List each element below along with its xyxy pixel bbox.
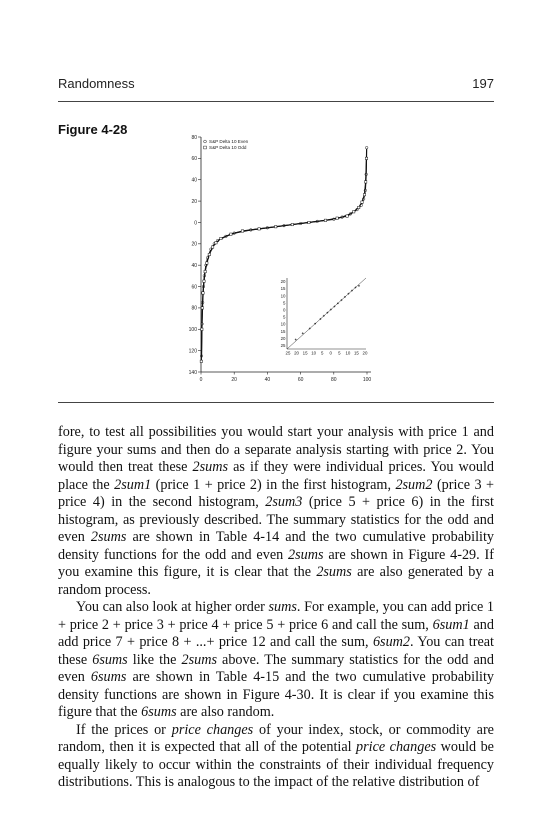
text-run: (price 3 + price 4) in the second histogram, — [58, 476, 494, 510]
text-run: would be equally likely to occur within the constraints of their individual frequency distributions. This is analogous to the impact of the relative distribution of — [58, 739, 494, 790]
y-tick-label: 0 — [194, 220, 197, 227]
italic-term: 2sums — [192, 459, 229, 475]
inset-y-tick-label: 10 — [280, 321, 286, 327]
inset-x-tick-label: 10 — [345, 350, 351, 356]
text-run: . You can treat these — [58, 634, 494, 668]
inset-x-tick-label: 15 — [302, 350, 308, 356]
text-run: fore, to test all possibilities you would start your analysis with price 1 and figure your sums and then do a separate analysis starting with price 2. You would then treat these — [58, 424, 494, 475]
data-point-odd — [275, 226, 277, 228]
data-point-odd — [363, 193, 365, 195]
italic-term: 2sums — [181, 651, 217, 668]
text-run: are also generated by a random process. — [58, 564, 494, 598]
data-point-odd — [358, 206, 360, 208]
data-point-odd — [202, 292, 204, 294]
x-tick-label: 80 — [331, 377, 337, 383]
data-point-even — [365, 146, 368, 149]
y-tick-label: 60 — [191, 284, 197, 291]
text-run: like the — [127, 651, 182, 668]
text-run: If the prices or — [76, 721, 172, 738]
inset-reference-line — [287, 278, 366, 349]
x-tick-label: 100 — [362, 377, 372, 383]
data-point-odd — [361, 201, 363, 203]
text-run: are shown in Figure 4-29. If you examine this figure, it is clear that the — [58, 546, 494, 580]
legend-label: S&P Delta 10 Even — [209, 139, 249, 144]
text-run: You can also look at higher order — [76, 599, 269, 615]
inset-x-tick-label: 10 — [311, 350, 317, 356]
text-run: are also random. — [176, 704, 275, 720]
inset-x-tick-label: 0 — [329, 350, 333, 356]
italic-term: 2sum2 — [395, 476, 433, 493]
text-run: above. The summary statistics for the odd and even — [58, 651, 494, 685]
y-tick-label: 100 — [188, 327, 197, 334]
x-tick-label: 40 — [264, 377, 271, 383]
text-run: are shown in Table 4-14 and the two cumulative probability density functions for the odd and even — [58, 529, 494, 563]
legend-marker-odd — [204, 146, 207, 149]
paragraph — [58, 424, 494, 599]
text-run: of your index, stock, or commodity are random, then it is expected that all of the potential — [58, 721, 494, 755]
data-point-odd — [203, 280, 205, 282]
y-tick-label: 20 — [191, 241, 197, 248]
text-run: and add price 7 + price 8 + ...+ price 12 and call the sum, — [58, 616, 494, 650]
italic-term: sums — [268, 599, 297, 615]
data-point-odd — [324, 219, 326, 221]
inset-x-tick-label: 5 — [320, 350, 324, 356]
data-point-odd — [291, 223, 293, 225]
inset-x-tick-label: 20 — [362, 350, 368, 356]
inset-x-tick-label: 5 — [338, 350, 341, 356]
italic-term: 6sums — [141, 704, 177, 720]
data-point-odd — [204, 270, 206, 272]
figure-bottom-rule — [58, 402, 494, 403]
legend-label: S&P Delta 10 Odd — [209, 145, 247, 150]
x-tick-label: 60 — [297, 377, 304, 383]
data-point-odd — [201, 307, 203, 309]
y-tick-label: 20 — [191, 198, 197, 205]
x-tick-label: 20 — [231, 377, 237, 383]
y-tick-label: 140 — [188, 369, 197, 376]
data-point-odd — [201, 328, 203, 330]
inset-x-tick-label: 25 — [285, 350, 291, 356]
italic-term: 6sums — [90, 669, 127, 685]
italic-term: 2sums — [288, 546, 324, 563]
data-point-odd — [346, 215, 348, 217]
figure-label: Figure 4-28 — [58, 122, 128, 137]
data-point-odd — [365, 157, 367, 159]
data-point-odd — [215, 242, 217, 244]
italic-term: price changes — [356, 739, 437, 755]
y-tick-label: 40 — [191, 177, 197, 184]
data-point-odd — [364, 181, 366, 183]
y-tick-label: 40 — [191, 262, 197, 269]
inset-y-tick-label: 15 — [280, 286, 286, 292]
inset-y-tick-label: 15 — [280, 328, 286, 334]
text-run: (price 1 + price 2) in the first histogram, — [151, 476, 396, 493]
italic-term: 6sum1 — [432, 616, 470, 633]
italic-term: 6sum2 — [372, 634, 411, 650]
data-point-odd — [200, 360, 202, 362]
body-text — [58, 424, 494, 792]
y-tick-label: 60 — [191, 156, 197, 163]
text-run: . For example, you can add price 1 + price 2 + price 3 + price 4 + price 5 + price 6 and call the sum, — [58, 599, 494, 633]
text-run: are shown in Table 4-15 and the two cumulative probability density functions are shown in Figure 4-30. It is clear if you examine this figure that the — [58, 669, 494, 720]
inset-y-tick-label: 20 — [280, 279, 286, 285]
inset-y-tick-label: 0 — [283, 307, 286, 313]
y-tick-label: 80 — [191, 134, 197, 141]
running-title: Randomness — [58, 76, 135, 91]
legend-marker-even — [204, 140, 207, 143]
inset-y-tick-label: 5 — [283, 314, 286, 320]
inset-x-tick-label: 15 — [353, 350, 359, 356]
data-point-odd — [353, 211, 355, 213]
inset-y-tick-label: 20 — [280, 335, 286, 341]
italic-term: 2sums — [316, 564, 352, 580]
italic-term: 6sums — [92, 651, 128, 668]
y-tick-label: 80 — [191, 305, 197, 312]
text-run: (price 5 + price 6) in the first histogram, as previously described. The summary statistics for the odd and even — [58, 494, 494, 545]
inset-y-tick-label: 5 — [283, 300, 286, 306]
x-tick-label: 0 — [199, 377, 203, 383]
italic-term: 2sum1 — [114, 476, 152, 493]
italic-term: 2sums — [90, 529, 127, 545]
data-point-odd — [220, 237, 222, 239]
italic-term: price changes — [171, 721, 254, 738]
paragraph — [58, 599, 494, 722]
data-point-odd — [230, 233, 232, 235]
page-number: 197 — [472, 76, 494, 91]
inset-y-tick-label: 10 — [280, 293, 286, 299]
italic-term: 2sum3 — [265, 494, 303, 510]
paragraph — [58, 722, 494, 792]
y-tick-label: 120 — [188, 348, 197, 355]
inset-y-tick-label: 25 — [280, 342, 286, 348]
text-run: as if they were individual prices. You would place the — [58, 459, 494, 493]
data-point-odd — [241, 230, 243, 232]
data-point-odd — [206, 262, 208, 264]
data-point-odd — [208, 253, 210, 255]
data-point-odd — [336, 217, 338, 219]
data-point-odd — [258, 228, 260, 230]
data-point-odd — [211, 246, 213, 248]
inset-x-tick-label: 20 — [294, 350, 300, 356]
data-point-odd — [308, 221, 310, 223]
